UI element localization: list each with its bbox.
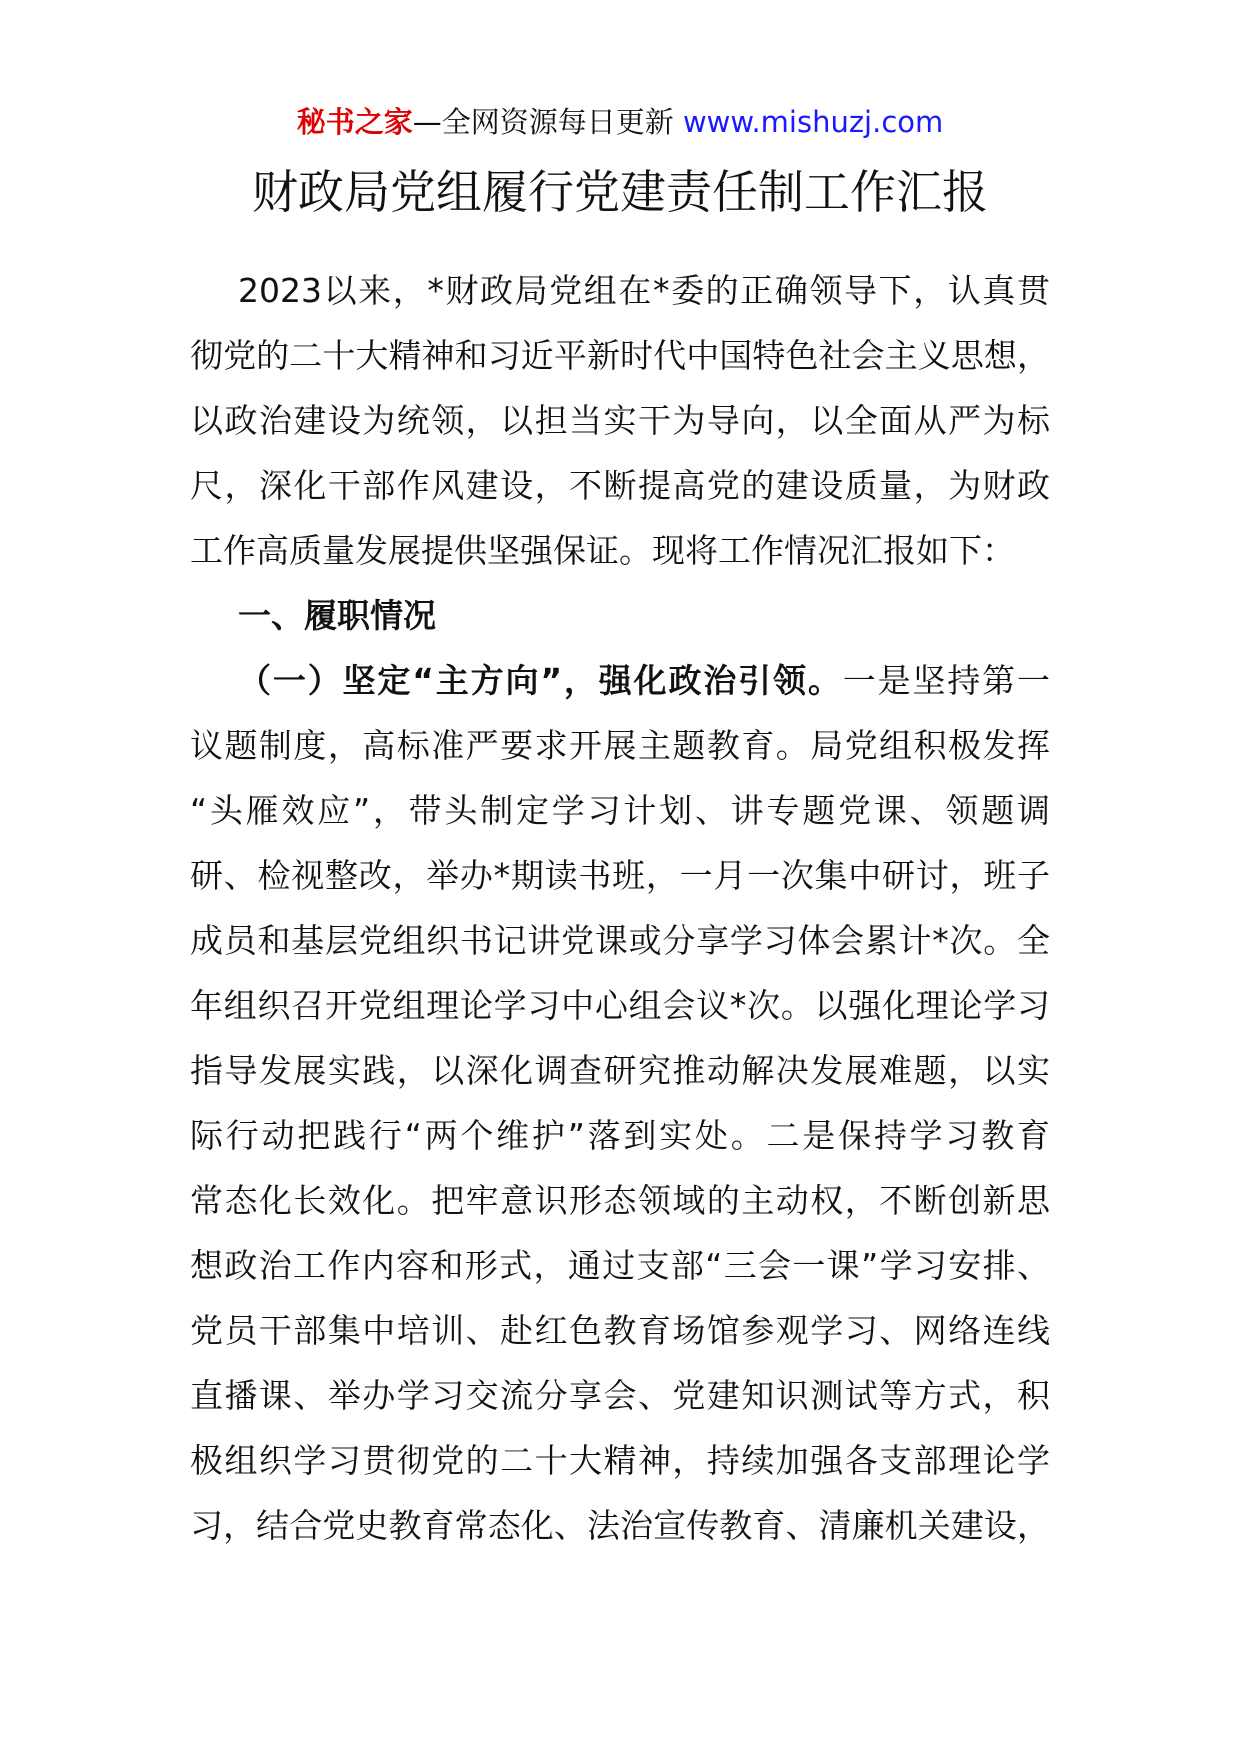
body-line: 年组织召开党组理论学习中心组会议*次。以强化理论学习 [190,986,1050,1025]
banner-brand: 秘书之家 [296,105,413,139]
banner-url[interactable]: www.mishuzj.com [682,105,944,139]
watermark-banner [0,102,1240,142]
body-line: 成员和基层党组织书记讲党课或分享学习体会累计*次。全 [190,921,1050,960]
subsection-heading: （一）坚定“主方向”，强化政治引领。 [238,661,843,700]
body-line: 想政治工作内容和形式，通过支部“三会一课”学习安排、 [190,1246,1050,1285]
body-line: 指导发展实践，以深化调查研究推动解决发展难题，以实 [190,1051,1050,1090]
body-line: “头雁效应”，带头制定学习计划、讲专题党课、领题调 [190,791,1050,830]
body-line: 研、检视整改，举办*期读书班，一月一次集中研讨，班子 [190,856,1050,895]
intro-line: 彻党的二十大精神和习近平新时代中国特色社会主义思想， [190,336,1050,375]
body-line: 常态化长效化。把牢意识形态领域的主动权，不断创新思 [190,1181,1050,1220]
document-body [190,258,1050,1558]
intro-line: 工作高质量发展提供坚强保证。现将工作情况汇报如下： [190,531,1015,570]
body-line: 议题制度，高标准严要求开展主题教育。局党组积极发挥 [190,726,1050,765]
subsection-text: 一是坚持第一 [842,661,1050,700]
section-heading: 一、履职情况 [238,596,436,635]
body-line: 极组织学习贯彻党的二十大精神，持续加强各支部理论学 [190,1441,1050,1480]
intro-line: 2023以来，*财政局党组在*委的正确领导下，认真贯 [238,271,1050,310]
body-line: 际行动把践行“两个维护”落到实处。二是保持学习教育 [190,1116,1050,1155]
body-line: 党员干部集中培训、赴红色教育场馆参观学习、网络连线 [190,1311,1050,1350]
banner-tagline: —全网资源每日更新 [412,105,674,139]
intro-line: 尺，深化干部作风建设，不断提高党的建设质量，为财政 [190,466,1050,505]
document-title: 财政局党组履行党建责任制工作汇报 [252,165,988,219]
intro-line: 以政治建设为统领，以担当实干为导向，以全面从严为标 [190,401,1050,440]
body-line: 习，结合党史教育常态化、法治宣传教育、清廉机关建设， [190,1506,1050,1545]
body-line: 直播课、举办学习交流分享会、党建知识测试等方式，积 [190,1376,1050,1415]
subsection-first-line [190,648,1050,713]
